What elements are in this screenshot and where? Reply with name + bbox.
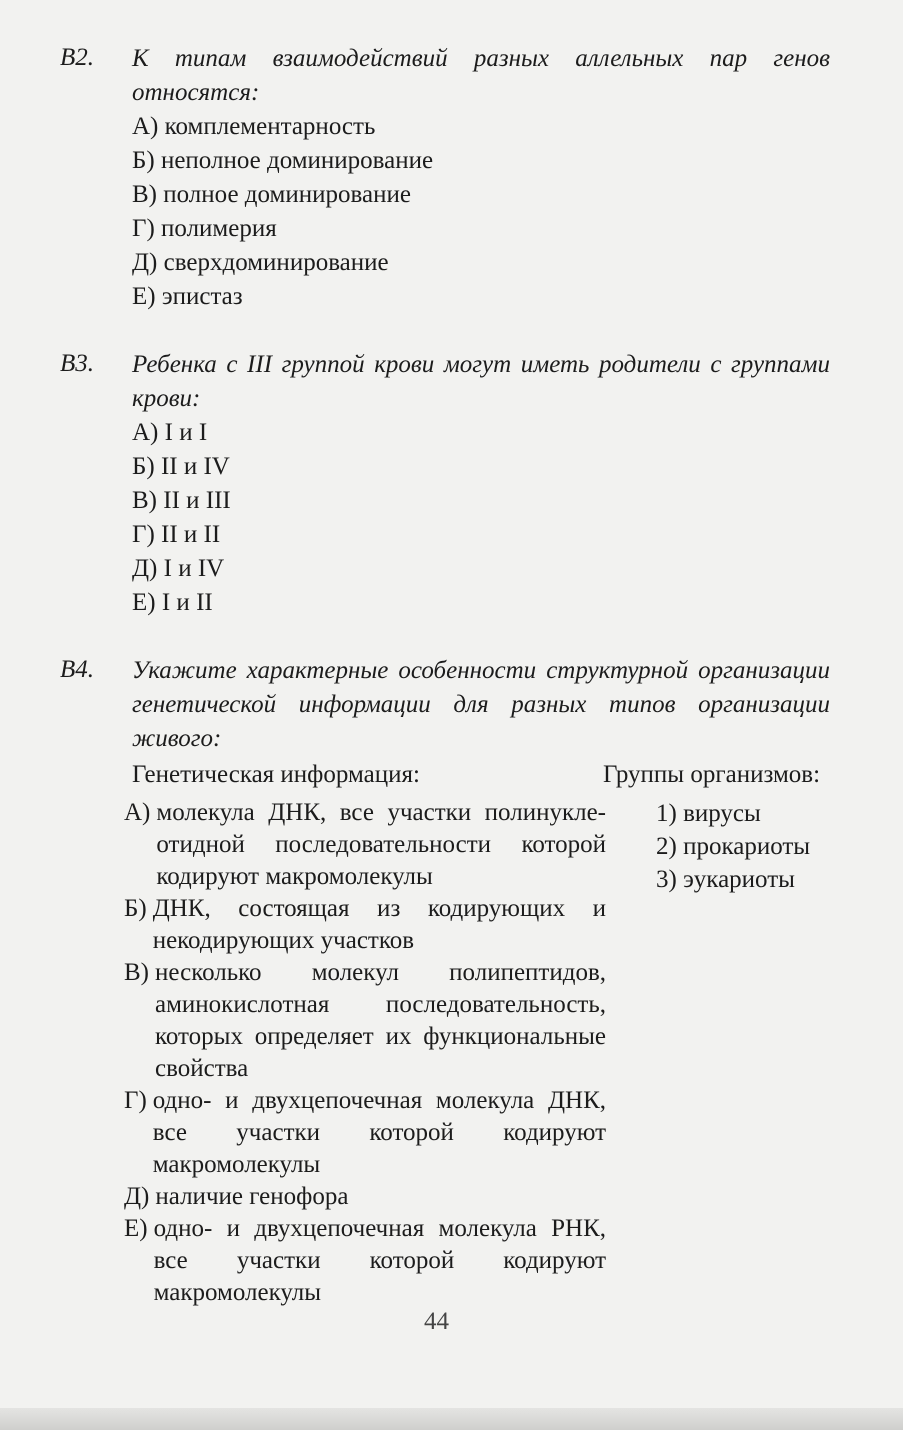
option-text: эпистаз xyxy=(161,283,243,310)
organism-groups-header: Группы организмов: xyxy=(603,761,821,788)
item-text: одно- и двухцепочечная молекула РНК, все участки которой кодируют макромолекулы xyxy=(153,1215,606,1306)
item-text: молекула ДНК, все участки полинукле-отидной последовательности которой кодируют макромолекулы xyxy=(156,799,606,890)
list-item xyxy=(124,1085,606,1181)
option xyxy=(132,178,433,212)
list-item xyxy=(124,1181,606,1213)
option-letter: Г) xyxy=(132,215,155,242)
option-text: I и IV xyxy=(163,555,225,582)
option xyxy=(132,246,433,280)
option-text: комплементарность xyxy=(164,113,376,140)
list-item xyxy=(124,1213,606,1309)
question-b4-number: В4. xyxy=(60,656,95,683)
question-b2-number: В2. xyxy=(60,44,95,71)
option-letter: Д) xyxy=(132,555,158,582)
option-letter: В) xyxy=(132,181,157,208)
list-item xyxy=(124,797,606,893)
item-letter: Е) xyxy=(124,1215,148,1242)
group-item: 1) вирусы xyxy=(656,800,761,827)
item-letter: Г) xyxy=(124,1087,147,1114)
option xyxy=(132,280,433,314)
option-letter: Б) xyxy=(132,147,155,174)
option-letter: А) xyxy=(132,113,159,140)
option-text: I и II xyxy=(161,589,213,616)
option xyxy=(132,518,231,552)
question-b2-text: К типам взаимодействий разных аллельных пар генов относятся: xyxy=(132,45,830,106)
option xyxy=(132,212,433,246)
option xyxy=(132,586,231,620)
question-b3-number: В3. xyxy=(60,350,95,377)
item-letter: В) xyxy=(124,959,149,986)
list-item xyxy=(124,893,606,957)
item-letter: А) xyxy=(124,799,151,826)
group-item: 2) прокариоты xyxy=(656,833,811,860)
option-text: сверхдоминирование xyxy=(163,249,389,276)
option-text: I и I xyxy=(164,419,208,446)
option-text: неполное доминирование xyxy=(160,147,434,174)
question-b3-options xyxy=(132,416,231,620)
item-letter: Д) xyxy=(124,1183,150,1210)
question-b2-options xyxy=(132,110,433,314)
option xyxy=(132,144,433,178)
genetic-info-header: Генетическая информация: xyxy=(132,761,420,788)
list-item xyxy=(124,957,606,1085)
option-text: полимерия xyxy=(161,215,277,242)
option-letter: Г) xyxy=(132,521,155,548)
genetic-info-list xyxy=(124,797,606,1309)
option-text: II и III xyxy=(163,487,231,514)
item-text: наличие генофора xyxy=(155,1183,349,1210)
organism-groups-list xyxy=(656,797,810,896)
option-letter: Е) xyxy=(132,589,156,616)
page-number: 44 xyxy=(424,1308,449,1335)
group-item: 3) эукариоты xyxy=(656,866,795,893)
scan-bottom-edge xyxy=(0,1408,903,1430)
option-letter: Д) xyxy=(132,249,158,276)
option-letter: Е) xyxy=(132,283,156,310)
option xyxy=(132,110,433,144)
question-b3-text: Ребенка с III группой крови могут иметь родители с группами крови: xyxy=(132,351,830,412)
option xyxy=(132,484,231,518)
option-text: II и IV xyxy=(160,453,230,480)
option-text: II и II xyxy=(161,521,221,548)
option xyxy=(132,552,231,586)
option xyxy=(132,416,231,450)
option xyxy=(132,450,231,484)
item-text: несколько молекул полипептидов, аминокислотная последовательность, которых определяет их функциональные свойства xyxy=(155,959,606,1082)
item-text: одно- и двухцепочечная молекула ДНК, все участки которой кодируют макромолекулы xyxy=(152,1087,606,1178)
option-letter: Б) xyxy=(132,453,155,480)
item-letter: Б) xyxy=(124,895,147,922)
option-text: полное доминирование xyxy=(163,181,411,208)
option-letter: А) xyxy=(132,419,159,446)
option-letter: В) xyxy=(132,487,157,514)
item-text: ДНК, состоящая из кодирующих и некодирующих участков xyxy=(152,895,606,954)
question-b4-text: Укажите характерные особенности структурной организации генетической информации для разных типов организации живого: xyxy=(132,657,830,752)
